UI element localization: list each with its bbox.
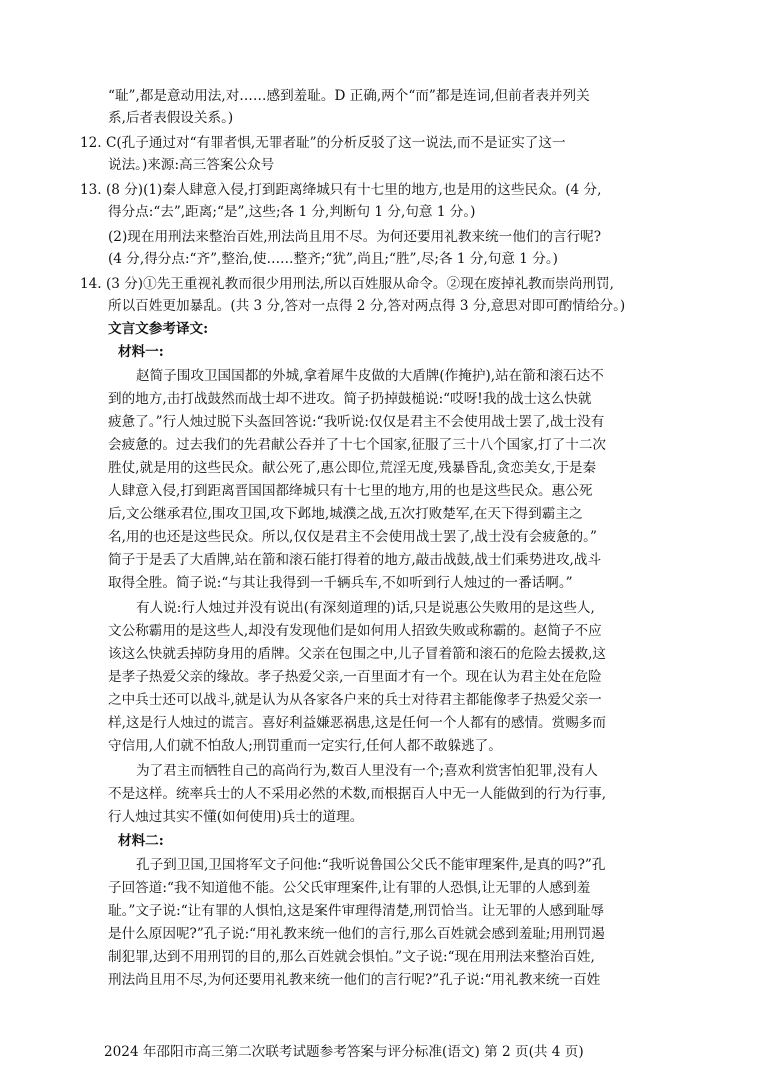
text-line: 耻。”文子说:“让有罪的人惧怕,这是案件审理得清楚,刑罚恰当。让无罪的人感到耻辱	[108, 903, 605, 919]
text-line: 该这么快就丢掉防身用的盾牌。父亲在包围之中,儿子冒着箭和滚石的危险去援救,这	[108, 646, 607, 662]
text-line: 子回答道:“我不知道他不能。公父氏审理案件,让有罪的人恐惧,让无罪的人感到羞	[108, 880, 591, 896]
text-line: 简子于是丢了大盾牌,站在箭和滚石能打得着的地方,敲击战鼓,战士们乘势进攻,战斗	[108, 552, 602, 568]
section-heading: 文言文参考译文:	[108, 321, 209, 337]
text-line: 13. (8 分)(1)秦人肆意入侵,打到距离绛城只有十七里的地方,也是用的这些民众。(4 分,	[80, 182, 602, 198]
text-line: 取得全胜。简子说:“与其让我得到一千辆兵车,不如听到行人烛过的一番话啊。”	[108, 575, 573, 591]
section-heading: 材料二:	[118, 833, 164, 849]
text-line: 刑法尚且用不尽,为何还要用礼教来统一他们的言行呢?”孔子说:“用礼教来统一百姓	[108, 972, 601, 988]
text-line: 赵简子围攻卫国国都的外城,拿着犀牛皮做的大盾牌(作掩护),站在箭和滚石达不	[136, 368, 604, 384]
text-line: 到的地方,击打战鼓然而战士却不进攻。简子扔掉鼓槌说:“哎呀!我的战士这么快就	[108, 391, 592, 407]
text-line: 胜仗,就是用的这些民众。献公死了,惠公即位,荒淫无度,残暴昏乱,贪恋美女,于是秦	[108, 460, 597, 476]
text-line: 制犯罪,达到不用刑罚的目的,那么百姓就会惧怕。”文子说:“现在用刑法来整治百姓,	[108, 949, 595, 965]
text-line: 守信用,人们就不怕敌人;刑罚重而一定实行,任何人都不敢躲逃了。	[108, 738, 502, 754]
text-line: 样,这是行人烛过的谎言。喜好利益嫌恶祸患,这是任何一个人都有的感情。赏赐多而	[108, 715, 607, 731]
text-line: 系,后者表假设关系。)	[108, 110, 234, 126]
text-line: 说法。)来源:高三答案公众号	[108, 157, 275, 173]
text-line: 所以百姓更加暴乱。(共 3 分,答对一点得 2 分,答对两点得 3 分,意思对即可酌情给分。)	[108, 298, 626, 314]
text-line: (2)现在用刑法来整治百姓,刑法尚且用不尽。为何还要用礼教来统一他们的言行呢?	[108, 229, 602, 245]
text-line: 之中兵士还可以战斗,就是认为从各家各户来的兵士对待君主都能像孝子热爱父亲一	[108, 692, 602, 708]
text-line: 有人说:行人烛过并没有说出(有深刻道理的)话,只是说惠公失败用的是这些人,	[136, 600, 595, 616]
text-line: 得分点:“去”,距离;“是”,这些;各 1 分,判断句 1 分,句意 1 分。)	[108, 204, 476, 220]
text-line: “耻”,都是意动用法,对……感到羞耻。D 正确,两个“而”都是连词,但前者表并列关	[108, 88, 590, 104]
text-line: 疲惫了。”行人烛过脱下头盔回答说:“我听说:仅仅是君主不会使用战士罢了,战士没有	[108, 414, 605, 430]
text-line: 后,文公继承君位,围攻卫国,攻下邺地,城濮之战,五次打败楚军,在天下得到霸主之	[108, 506, 583, 522]
text-line: 不是这样。统率兵士的人不采用必然的术数,而根据百人中无一人能做到的行为行事,	[108, 786, 607, 802]
text-line: (4 分,得分点:“齐”,整治,使……整齐;“犹”,尚且;“胜”,尽;各 1 分,句意 1 分。)	[108, 251, 558, 267]
text-line: 名,用的也还是这些民众。所以,仅仅是君主不会使用战士罢了,战士没有会疲惫的。”	[108, 529, 597, 545]
text-line: 12. C(孔子通过对“有罪者惧,无罪者耻”的分析反驳了这一说法,而不是证实了这一	[80, 135, 566, 151]
text-line: 行人烛过其实不懂(如何使用)兵士的道理。	[108, 809, 364, 825]
text-line: 为了君主而牺牲自己的高尚行为,数百人里没有一个;喜欢利赏害怕犯罪,没有人	[136, 763, 598, 779]
text-line: 是什么原因呢?”孔子说:“用礼教来统一他们的言行,那么百姓就会感到羞耻;用刑罚遏	[108, 926, 605, 942]
text-line: 孔子到卫国,卫国将军文子问他:“我听说鲁国公父氏不能审理案件,是真的吗?”孔	[136, 857, 606, 873]
text-line: 文公称霸用的是这些人,却没有发现他们是如何用人招致失败或称霸的。赵简子不应	[108, 623, 602, 639]
text-line: 会疲惫的。过去我们的先君献公吞并了十七个国家,征服了三十八个国家,打了十二次	[108, 437, 607, 453]
section-heading: 材料一:	[118, 344, 164, 360]
text-line: 是孝子热爱父亲的缘故。孝子热爱父亲,一百里面才有一个。现在认为君主处在危险	[108, 669, 602, 685]
text-line: 14. (3 分)①先王重视礼教而很少用刑法,所以百姓服从命令。②现在废掉礼教而崇尚刑罚,	[80, 276, 614, 292]
text-line: 人肆意入侵,打到距离晋国国都绛城只有十七里的地方,用的也是这些民众。惠公死	[108, 483, 593, 499]
page-footer: 2024 年邵阳市高三第二次联考试题参考答案与评分标准(语文) 第 2 页(共 4 页)	[104, 1044, 584, 1060]
